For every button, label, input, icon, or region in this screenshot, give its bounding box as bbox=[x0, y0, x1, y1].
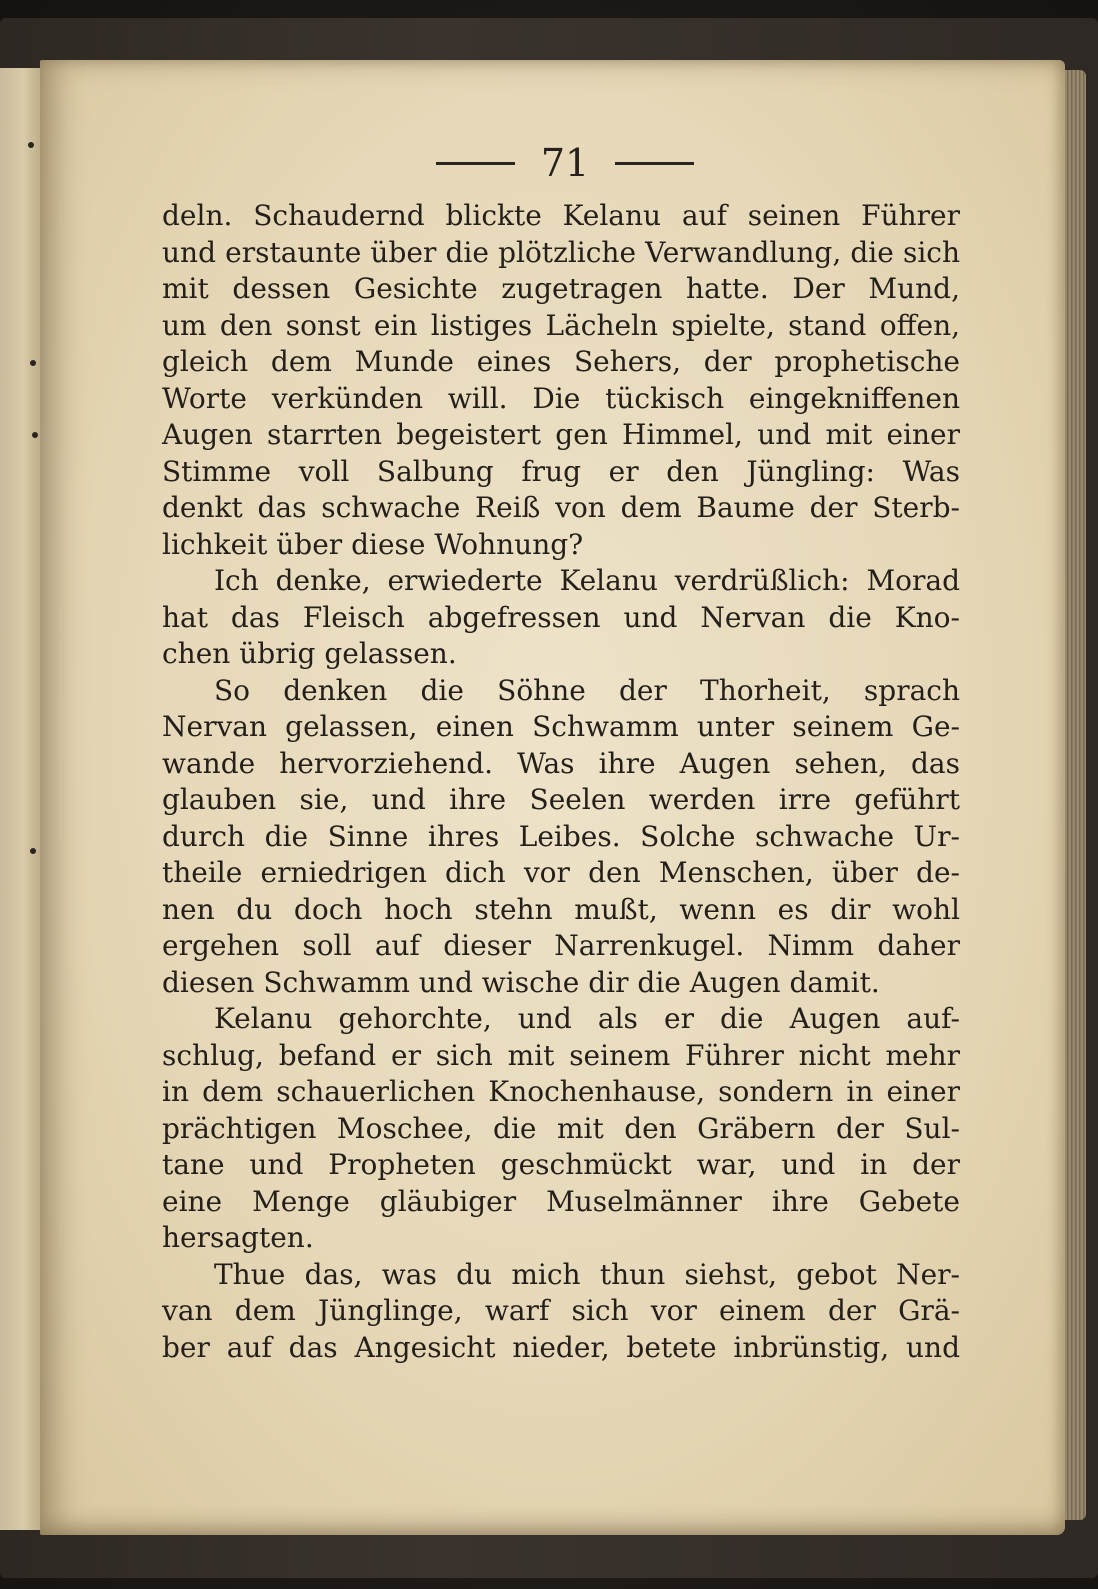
margin-mark bbox=[32, 432, 38, 438]
text-line: diesen Schwamm und wische dir die Augen damit. bbox=[162, 965, 880, 999]
facing-page-edge bbox=[0, 68, 41, 1530]
margin-mark bbox=[30, 848, 36, 854]
text-line: eine Menge gläubiger Muselmänner ihre Gebete bbox=[162, 1184, 960, 1218]
text-line: ber auf das Angesicht nieder, betete inbrünstig, und bbox=[162, 1330, 960, 1364]
text-line: theile erniedrigen dich vor den Menschen, über de- bbox=[162, 856, 960, 889]
margin-mark bbox=[30, 360, 36, 366]
page-header bbox=[410, 138, 720, 188]
book-page bbox=[40, 60, 1065, 1535]
text-line: wande hervorziehend. Was ihre Augen sehen, das bbox=[162, 746, 960, 780]
text-line: in dem schauerlichen Knochenhause, sondern in einer bbox=[162, 1075, 960, 1108]
header-rule-left bbox=[436, 162, 515, 165]
text-line: So denken die Söhne der Thorheit, sprach bbox=[214, 673, 960, 707]
text-line: hat das Fleisch abgefressen und Nervan die Kno- bbox=[162, 600, 960, 634]
text-line: um den sonst ein listiges Lächeln spielte, stand offen, bbox=[162, 308, 960, 342]
text-line: Augen starrten begeistert gen Himmel, und mit einer bbox=[162, 418, 960, 451]
text-line: gleich dem Munde eines Sehers, der prophetische bbox=[162, 345, 960, 378]
text-line: Kelanu gehorchte, und als er die Augen auf- bbox=[214, 1002, 960, 1035]
text-line: Stimme voll Salbung frug er den Jüngling: Was bbox=[162, 454, 960, 488]
text-line: lichkeit über diese Wohnung? bbox=[162, 527, 584, 561]
page-number: 71 bbox=[540, 141, 590, 185]
text-line: denkt das schwache Reiß von dem Baume der Sterb- bbox=[162, 491, 960, 524]
text-line: glauben sie, und ihre Seelen werden irre geführt bbox=[162, 783, 960, 816]
text-line: durch die Sinne ihres Leibes. Solche schwache Ur- bbox=[162, 819, 960, 853]
text-line: und erstaunte über die plötzliche Verwandlung, die sich bbox=[162, 235, 960, 269]
text-line: deln. Schaudernd blickte Kelanu auf seinen Führer bbox=[162, 199, 960, 232]
text-line: Nervan gelassen, einen Schwamm unter seinem Ge- bbox=[162, 710, 960, 743]
text-line: Worte verkünden will. Die tückisch eingekniffenen bbox=[162, 381, 960, 415]
text-line: tane und Propheten geschmückt war, und in der bbox=[162, 1148, 960, 1181]
text-line: chen übrig gelassen. bbox=[162, 637, 457, 670]
text-line: Thue das, was du mich thun siehst, gebot Ner- bbox=[214, 1257, 960, 1291]
header-rule-right bbox=[615, 162, 694, 165]
text-line: schlug, befand er sich mit seinem Führer nicht mehr bbox=[162, 1038, 960, 1072]
text-line: hersagten. bbox=[162, 1221, 314, 1254]
text-line: van dem Jünglinge, warf sich vor einem der Grä- bbox=[162, 1294, 960, 1327]
text-line: Ich denke, erwiederte Kelanu verdrüßlich: Morad bbox=[214, 564, 960, 597]
text-line: ergehen soll auf dieser Narrenkugel. Nimm daher bbox=[162, 929, 960, 962]
margin-mark bbox=[28, 142, 34, 148]
text-line: mit dessen Gesichte zugetragen hatte. Der Mund, bbox=[162, 272, 960, 305]
text-line: prächtigen Moschee, die mit den Gräbern der Sul- bbox=[162, 1111, 960, 1145]
body-text bbox=[162, 198, 960, 1366]
text-line: nen du doch hoch stehn mußt, wenn es dir wohl bbox=[162, 892, 960, 926]
